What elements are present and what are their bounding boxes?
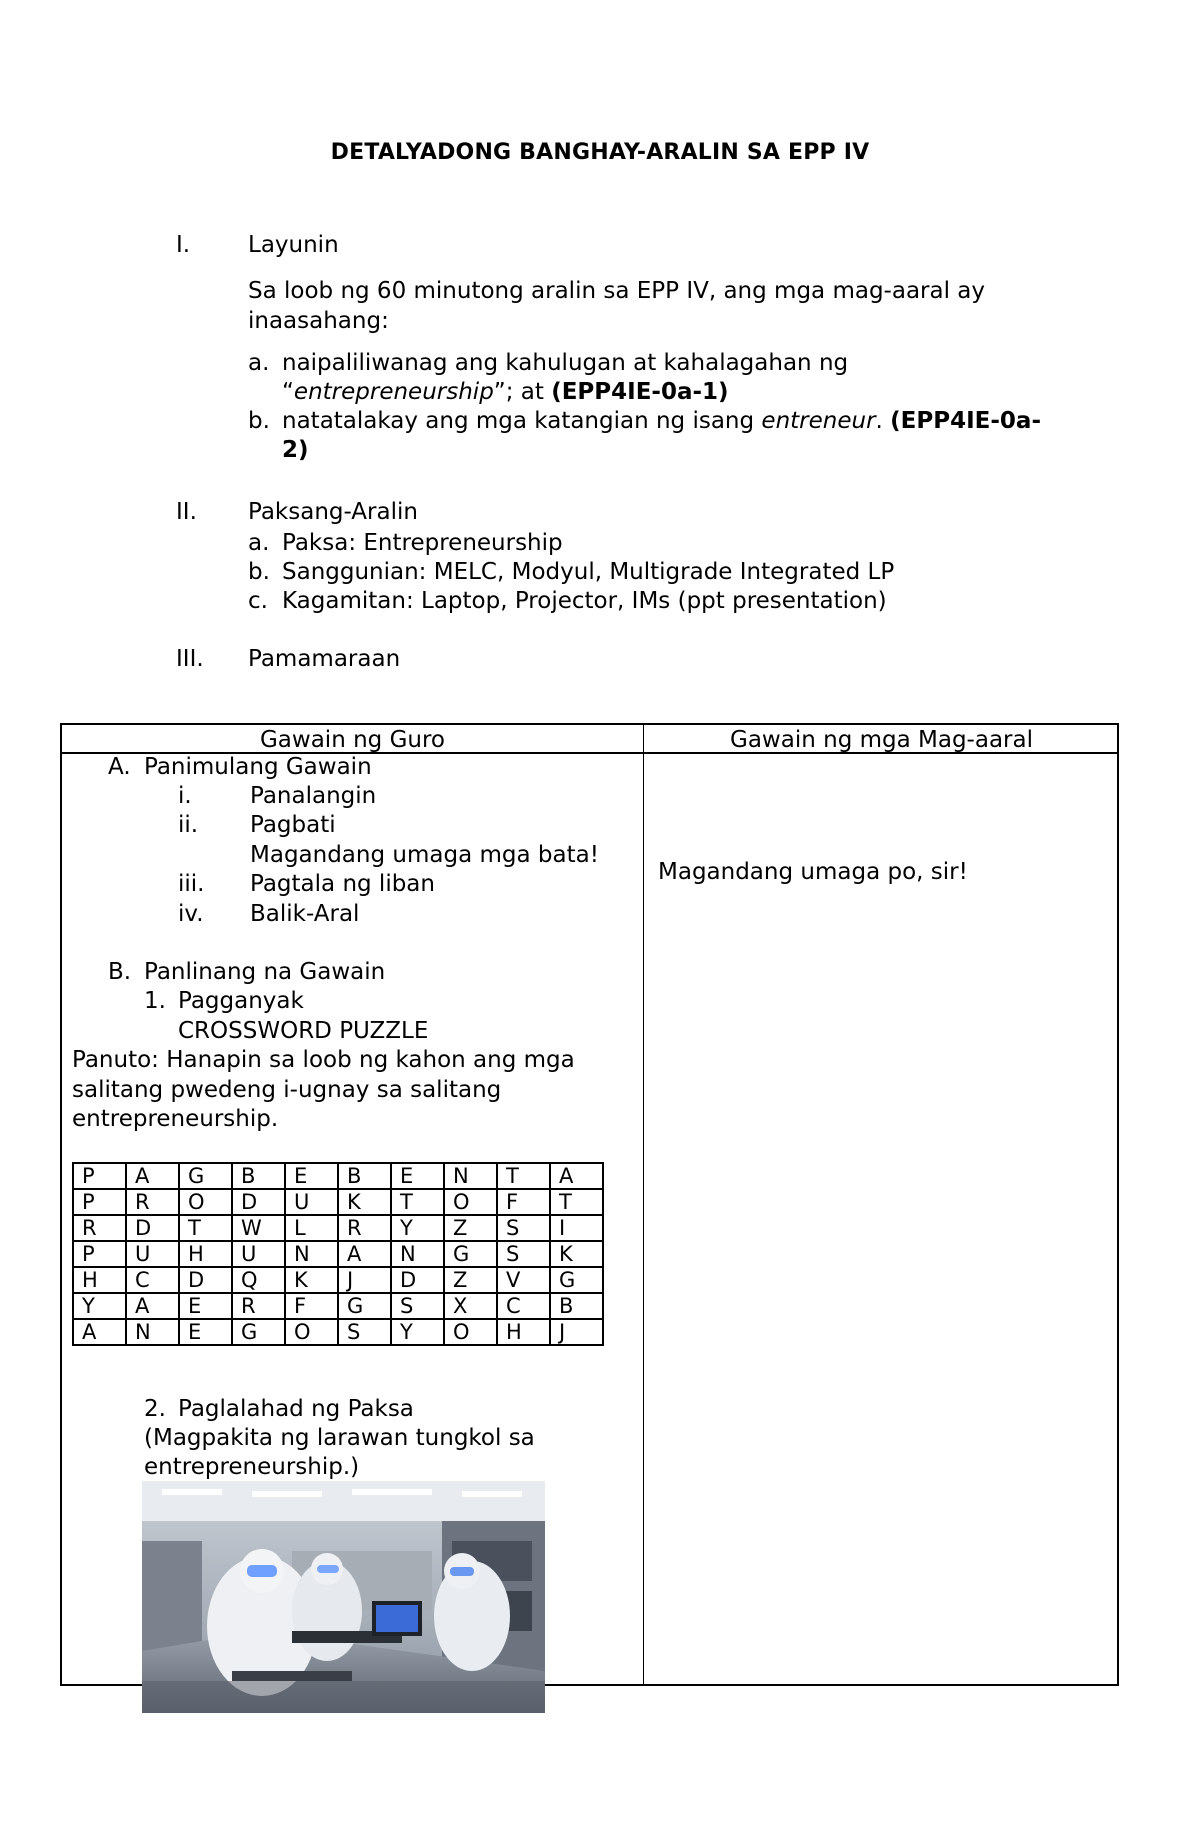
grid-cell: E [285, 1163, 338, 1189]
grid-cell: G [338, 1293, 391, 1319]
grid-cell: Z [444, 1215, 497, 1241]
list-item-text: Kagamitan: Laptop, Projector, IMs (ppt presentation) [282, 588, 887, 614]
step-2-title: Paglalahad ng Paksa [178, 1396, 414, 1422]
grid-cell: Y [391, 1319, 444, 1345]
grid-cell: R [126, 1189, 179, 1215]
grid-cell: D [391, 1267, 444, 1293]
grid-row [73, 1241, 603, 1267]
grid-cell: Z [444, 1267, 497, 1293]
step-1-subtitle: CROSSWORD PUZZLE [178, 1018, 429, 1044]
sub-marker: i. [178, 783, 192, 809]
section-3-numeral: III. [176, 646, 204, 672]
grid-cell: J [550, 1319, 603, 1345]
objective-italic: entreneur [761, 408, 876, 434]
grid-cell: A [73, 1319, 126, 1345]
grid-cell: H [73, 1267, 126, 1293]
grid-cell: B [338, 1163, 391, 1189]
list-item [248, 558, 1068, 587]
list-marker: a. [248, 350, 270, 376]
grid-cell: L [285, 1215, 338, 1241]
list-item [248, 529, 1068, 558]
grid-cell: E [179, 1293, 232, 1319]
sub-text: Pagbati [250, 812, 336, 838]
objective-text: . [875, 408, 891, 434]
student-greeting-reply: Magandang umaga po, sir! [658, 859, 968, 885]
grid-cell: T [550, 1189, 603, 1215]
grid-cell: H [179, 1241, 232, 1267]
instructions-line: entrepreneurship. [72, 1106, 279, 1132]
objective-text: natatalakay ang mga katangian ng isang [282, 408, 762, 434]
grid-cell: E [179, 1319, 232, 1345]
document-title: DETALYADONG BANGHAY-ARALIN SA EPP IV [330, 140, 870, 165]
grid-cell: Q [232, 1267, 285, 1293]
grid-cell: O [444, 1189, 497, 1215]
grid-cell: T [179, 1215, 232, 1241]
section-1-numeral: I. [176, 232, 191, 258]
section-3-heading: Pamamaraan [248, 646, 401, 672]
grid-cell: S [497, 1215, 550, 1241]
grid-cell: S [497, 1241, 550, 1267]
greeting-text: Magandang umaga mga bata! [250, 842, 599, 868]
grid-cell: B [232, 1163, 285, 1189]
list-marker: c. [248, 588, 268, 614]
grid-row [73, 1293, 603, 1319]
section-a-title: Panimulang Gawain [144, 754, 372, 780]
section-1-heading: Layunin [248, 232, 339, 258]
grid-cell: A [126, 1293, 179, 1319]
word-search-grid [72, 1162, 604, 1346]
section-a-marker: A. [108, 754, 131, 780]
grid-cell: C [497, 1293, 550, 1319]
competency-code: (EPP4IE-0a-2) [282, 408, 1041, 463]
instructions-line: Panuto: Hanapin sa loob ng kahon ang mga [72, 1047, 575, 1073]
grid-cell: N [444, 1163, 497, 1189]
grid-cell: F [497, 1189, 550, 1215]
grid-cell: K [285, 1267, 338, 1293]
step-2-marker: 2. [144, 1396, 166, 1422]
grid-cell: O [285, 1319, 338, 1345]
list-marker: b. [248, 408, 270, 434]
grid-cell: G [232, 1319, 285, 1345]
cleanroom-workers-image [142, 1481, 545, 1713]
grid-cell: O [444, 1319, 497, 1345]
step-2-note: entrepreneurship.) [144, 1454, 360, 1480]
entrepreneurship-photo [142, 1481, 545, 1713]
grid-cell: P [73, 1163, 126, 1189]
grid-cell: J [338, 1267, 391, 1293]
grid-cell: A [126, 1163, 179, 1189]
grid-cell: V [497, 1267, 550, 1293]
grid-cell: F [285, 1293, 338, 1319]
grid-cell: D [179, 1267, 232, 1293]
section-b-marker: B. [108, 959, 132, 985]
procedure-table [60, 723, 1119, 1686]
grid-cell: Y [73, 1293, 126, 1319]
objective-text: naipaliliwanag ang kahulugan at kahalagahan ng “ [282, 350, 849, 405]
grid-cell: T [497, 1163, 550, 1189]
step-1-title: Pagganyak [178, 988, 304, 1014]
sub-marker: iii. [178, 871, 205, 897]
objective-a [248, 349, 1066, 407]
section-1-intro: Sa loob ng 60 minutong aralin sa EPP IV, ang mga mag-aaral ay inaasahang: [248, 278, 985, 334]
grid-cell: E [391, 1163, 444, 1189]
grid-cell: N [285, 1241, 338, 1267]
grid-cell: C [126, 1267, 179, 1293]
grid-cell: P [73, 1189, 126, 1215]
competency-code: (EPP4IE-0a-1) [551, 379, 729, 405]
grid-cell: R [338, 1215, 391, 1241]
list-item [248, 587, 1068, 616]
objective-b [248, 407, 1066, 465]
grid-cell: Y [391, 1215, 444, 1241]
grid-cell: B [550, 1293, 603, 1319]
grid-row [73, 1163, 603, 1189]
grid-cell: K [338, 1189, 391, 1215]
objective-text: ”; at [493, 379, 552, 405]
grid-cell: P [73, 1241, 126, 1267]
objective-italic: entrepreneurship [293, 379, 494, 405]
header-student: Gawain ng mga Mag-aaral [730, 727, 1033, 753]
sub-text: Pagtala ng liban [250, 871, 435, 897]
sub-text: Panalangin [250, 783, 377, 809]
sub-text: Balik-Aral [250, 901, 360, 927]
section-b-title: Panlinang na Gawain [144, 959, 386, 985]
step-1-marker: 1. [144, 988, 166, 1014]
grid-cell: X [444, 1293, 497, 1319]
grid-cell: R [232, 1293, 285, 1319]
grid-cell: W [232, 1215, 285, 1241]
topic-list [248, 529, 1068, 616]
grid-cell: S [338, 1319, 391, 1345]
grid-cell: N [391, 1241, 444, 1267]
grid-cell: G [550, 1267, 603, 1293]
grid-cell: N [126, 1319, 179, 1345]
grid-cell: D [232, 1189, 285, 1215]
list-item-text: Paksa: Entrepreneurship [282, 530, 563, 556]
header-teacher: Gawain ng Guro [259, 727, 445, 753]
grid-row [73, 1319, 603, 1345]
grid-cell: G [179, 1163, 232, 1189]
section-2-numeral: II. [176, 499, 197, 525]
grid-cell: H [497, 1319, 550, 1345]
grid-cell: R [73, 1215, 126, 1241]
grid-cell: A [550, 1163, 603, 1189]
grid-row [73, 1189, 603, 1215]
grid-cell: A [338, 1241, 391, 1267]
sub-marker: iv. [178, 901, 204, 927]
grid-cell: D [126, 1215, 179, 1241]
list-item-text: Sanggunian: MELC, Modyul, Multigrade Integrated LP [282, 559, 895, 585]
instructions-line: salitang pwedeng i-ugnay sa salitang [72, 1077, 502, 1103]
objectives-list [248, 349, 1066, 465]
grid-cell: S [391, 1293, 444, 1319]
grid-cell: K [550, 1241, 603, 1267]
list-marker: b. [248, 559, 270, 585]
grid-cell: O [179, 1189, 232, 1215]
grid-cell: T [391, 1189, 444, 1215]
grid-cell: G [444, 1241, 497, 1267]
grid-cell: U [285, 1189, 338, 1215]
step-2-note: (Magpakita ng larawan tungkol sa [144, 1425, 535, 1451]
grid-cell: U [232, 1241, 285, 1267]
grid-cell: U [126, 1241, 179, 1267]
grid-cell: I [550, 1215, 603, 1241]
grid-row [73, 1215, 603, 1241]
list-marker: a. [248, 530, 270, 556]
section-2-heading: Paksang-Aralin [248, 499, 418, 525]
sub-marker: ii. [178, 812, 199, 838]
grid-row [73, 1267, 603, 1293]
column-divider [643, 725, 644, 1684]
